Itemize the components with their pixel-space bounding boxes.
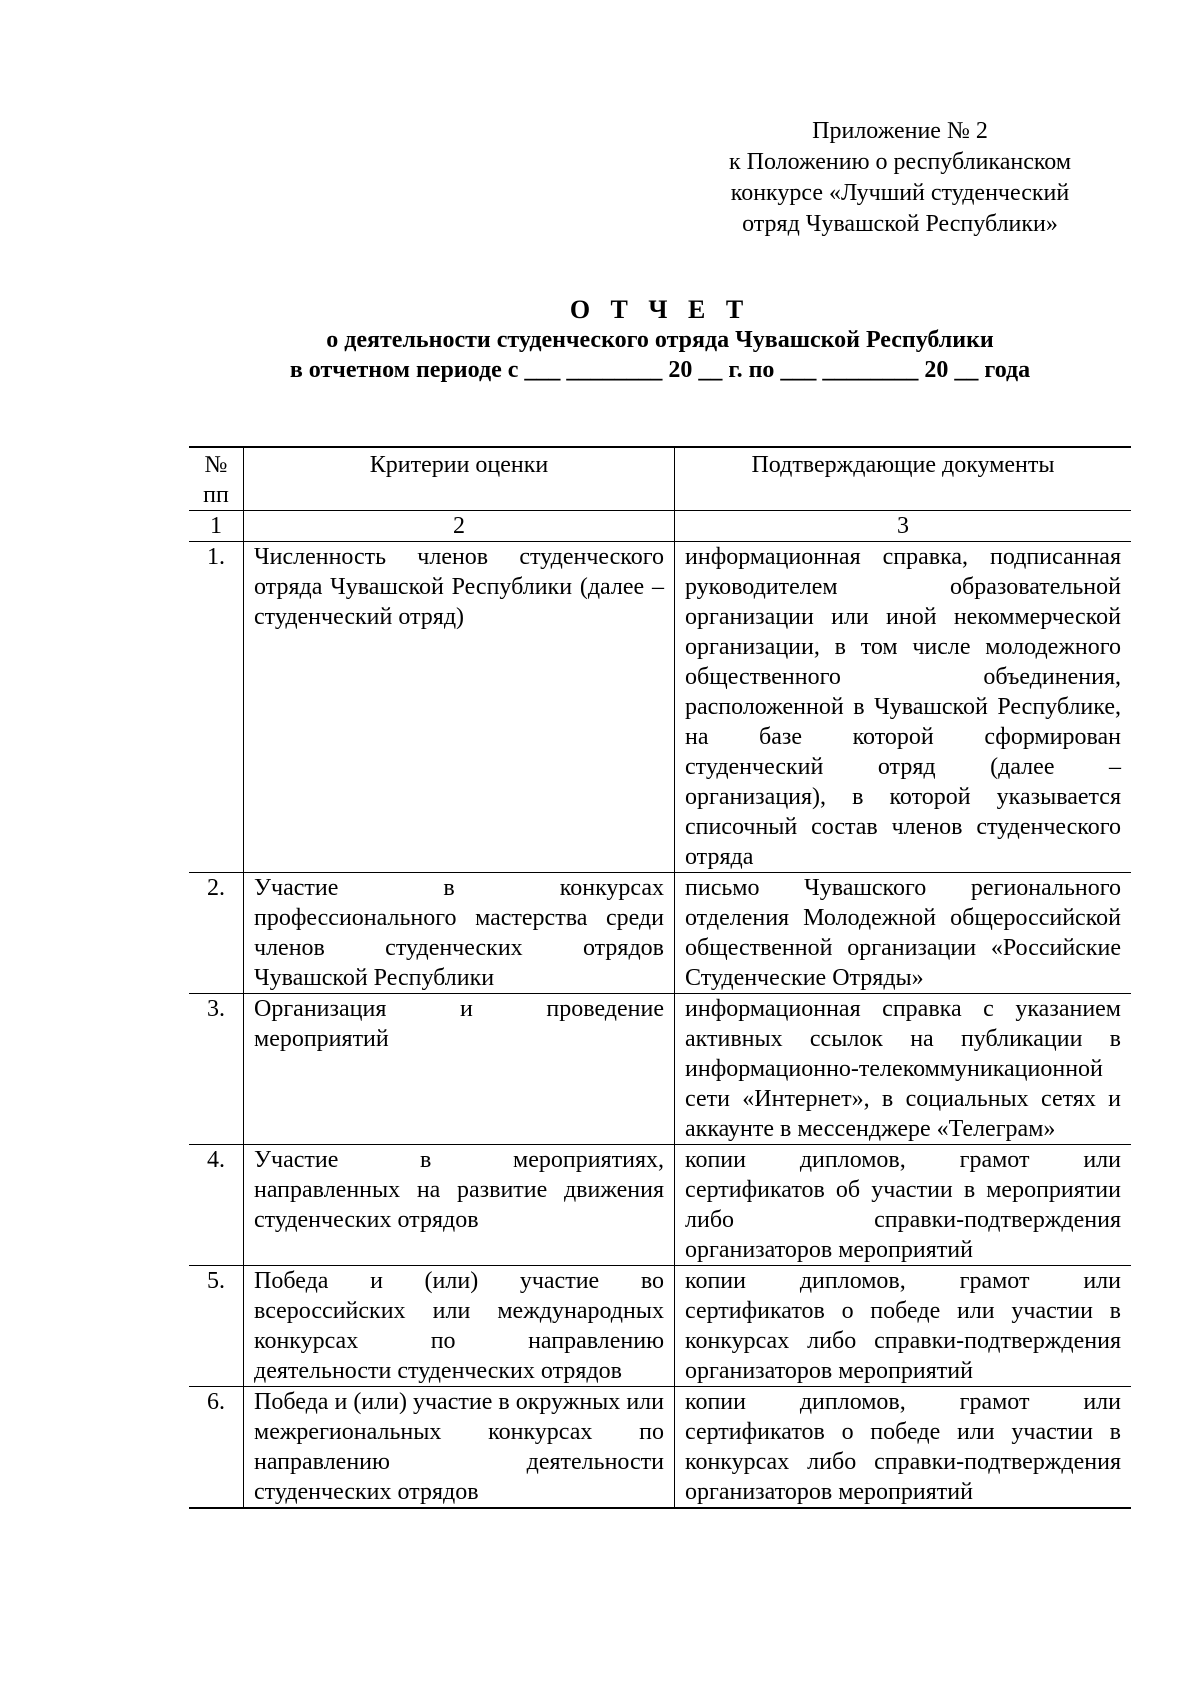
report-period: в отчетном периоде с ___ ________ 20 __ г. по ___ ________ 20 __ года xyxy=(289,357,1031,383)
row-documents: информационная справка, подписанная руководителем образовательной организации или иной некоммерческой организации, в том числе молодежного общественного объединения, расположенной в Чувашской Республике, на базе которой сформирован студенческий отряд (далее – организация), в которой указывается списочный состав членов студенческого отряда xyxy=(675,542,1132,873)
column-number: 1 xyxy=(189,511,244,542)
column-number: 3 xyxy=(675,511,1132,542)
appendix-line: Приложение № 2 xyxy=(812,118,988,144)
row-number: 2. xyxy=(189,873,244,994)
row-number: 3. xyxy=(189,994,244,1145)
row-criterion: Победа и (или) участие в окружных или межрегиональных конкурсах по направлению деятельности студенческих отрядов xyxy=(244,1387,675,1509)
row-number: 4. xyxy=(189,1145,244,1266)
table-row xyxy=(189,542,1131,873)
table-row xyxy=(189,873,1131,994)
table-row xyxy=(189,1387,1131,1509)
appendix-line: отряд Чувашской Республики» xyxy=(742,211,1058,237)
column-number-row xyxy=(189,511,1131,542)
table-row xyxy=(189,994,1131,1145)
header-criteria: Критерии оценки xyxy=(244,447,675,511)
appendix-note xyxy=(700,116,1100,240)
column-number: 2 xyxy=(244,511,675,542)
row-criterion: Участие в конкурсах профессионального мастерства среди членов студенческих отрядов Чувашской Республики xyxy=(244,873,675,994)
row-number: 6. xyxy=(189,1387,244,1509)
row-number: 1. xyxy=(189,542,244,873)
appendix-line: конкурсе «Лучший студенческий xyxy=(730,180,1070,206)
report-heading xyxy=(180,295,1140,385)
row-documents: копии дипломов, грамот или сертификатов о победе или участии в конкурсах либо справки-подтверждения организаторов мероприятий xyxy=(675,1387,1132,1509)
table-header-row xyxy=(189,447,1131,511)
row-criterion: Организация и проведение мероприятий xyxy=(244,994,675,1145)
row-criterion: Численность членов студенческого отряда Чувашской Республики (далее – студенческий отряд) xyxy=(244,542,675,873)
table-row xyxy=(189,1145,1131,1266)
row-documents: копии дипломов, грамот или сертификатов об участии в мероприятии либо справки-подтверждения организаторов мероприятий xyxy=(675,1145,1132,1266)
criteria-table xyxy=(189,446,1131,1509)
appendix-line: к Положению о республиканском xyxy=(728,149,1072,175)
row-documents: копии дипломов, грамот или сертификатов о победе или участии в конкурсах либо справки-подтверждения организаторов мероприятий xyxy=(675,1266,1132,1387)
table-row xyxy=(189,1266,1131,1387)
row-number: 5. xyxy=(189,1266,244,1387)
header-number: № пп xyxy=(189,447,244,511)
row-criterion: Участие в мероприятиях, направленных на развитие движения студенческих отрядов xyxy=(244,1145,675,1266)
row-documents: информационная справка с указанием активных ссылок на публикации в информационно-телекоммуникационной сети «Интернет», в социальных сетях и аккаунте в мессенджере «Телеграм» xyxy=(675,994,1132,1145)
row-documents: письмо Чувашского регионального отделения Молодежной общероссийской общественной организации «Российские Студенческие Отряды» xyxy=(675,873,1132,994)
header-documents: Подтверждающие документы xyxy=(675,447,1132,511)
report-subtitle: о деятельности студенческого отряда Чувашской Республики xyxy=(326,327,994,353)
report-title: О Т Ч Е Т xyxy=(569,295,751,324)
row-criterion: Победа и (или) участие во всероссийских или международных конкурсах по направлению деятельности студенческих отрядов xyxy=(244,1266,675,1387)
